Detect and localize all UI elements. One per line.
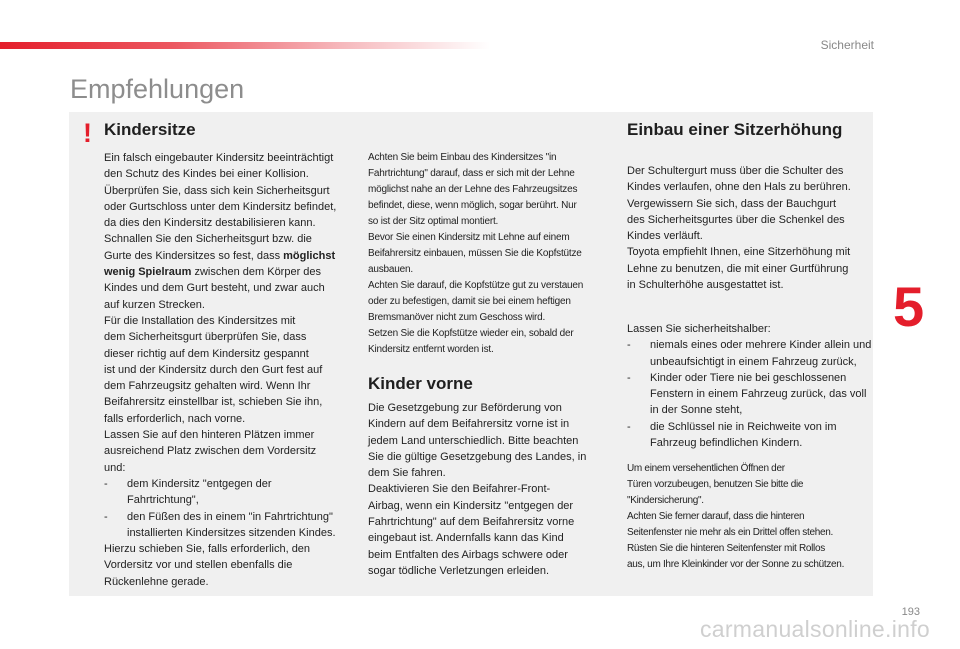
paragraph-line: und: bbox=[104, 461, 126, 474]
paragraph-line: Rückenlehne gerade. bbox=[104, 575, 209, 588]
paragraph-line: sogar tödliche Verletzungen erleiden. bbox=[368, 564, 550, 577]
paragraph-line: Bremsmanöver nicht zum Geschoss wird. bbox=[368, 312, 546, 323]
paragraph-line: Für die Installation des Kindersitzes mit bbox=[104, 314, 296, 327]
paragraph-line: auf kurzen Strecken. bbox=[104, 298, 205, 311]
heading-kinder-vorne: Kinder vorne bbox=[368, 374, 473, 393]
kindersitze-text bbox=[104, 150, 344, 590]
paragraph-line: Schnallen Sie den Sicherheitsgurt bzw. die bbox=[104, 233, 312, 246]
page-number: 193 bbox=[901, 606, 920, 618]
bold-text: wenig Spielraum bbox=[104, 266, 192, 279]
paragraph-line: Seitenfenster nie mehr als ein Drittel offen stehen. bbox=[627, 527, 834, 538]
paragraph-line: jedem Land unterschiedlich. Bitte beachten bbox=[368, 434, 579, 447]
line-text: zwischen dem Körper des bbox=[191, 266, 322, 279]
paragraph-line: Kindes verlaufen, ohne den Hals zu berühren. bbox=[627, 181, 851, 194]
paragraph-line bbox=[104, 264, 344, 280]
paragraph-line: befindet, diese, wenn möglich, sogar berührt. Nur bbox=[368, 200, 577, 211]
kindersitze-middle-text bbox=[368, 150, 608, 358]
bold-text: möglichst bbox=[283, 249, 336, 262]
paragraph-line: Lassen Sie auf den hinteren Plätzen immer bbox=[104, 429, 315, 442]
paragraph-line: Kindern auf dem Beifahrersitz vorne ist in bbox=[368, 418, 570, 431]
paragraph-line: Die Gesetzgebung zur Beförderung von bbox=[368, 402, 562, 414]
paragraph-line: so ist der Sitz optimal montiert. bbox=[368, 216, 499, 227]
paragraph-line: Vordersitz vor und stellen ebenfalls die bbox=[104, 559, 293, 572]
line-text: Gurte des Kindersitzes so fest, dass bbox=[104, 249, 281, 262]
paragraph-line: beim Entfalten des Airbags schwere oder bbox=[368, 548, 568, 561]
chapter-number: 5 bbox=[893, 275, 925, 338]
paragraph-line: ausbauen. bbox=[368, 264, 413, 275]
paragraph-line: Achten Sie ferner darauf, dass die hinteren bbox=[627, 511, 805, 522]
paragraph-line: Deaktivieren Sie den Beifahrer-Front- bbox=[368, 483, 551, 496]
paragraph-line: eingebaut ist. Andernfalls kann das Kind bbox=[368, 532, 564, 545]
paragraph-line: ausreichend Platz zwischen dem Vordersitz bbox=[104, 445, 317, 458]
paragraph-line bbox=[104, 248, 344, 264]
paragraph-line: Ein falsch eingebauter Kindersitz beeinträchtigt bbox=[104, 152, 334, 164]
paragraph-line: Lassen Sie sicherheitshalber: bbox=[627, 323, 771, 335]
paragraph-line: Der Schultergurt muss über die Schulter des bbox=[627, 165, 844, 177]
paragraph-line: Bevor Sie einen Kindersitz mit Lehne auf einem bbox=[368, 232, 570, 243]
paragraph-line: "Kindersicherung". bbox=[627, 495, 704, 506]
paragraph-line: Setzen Sie die Kopfstütze wieder ein, sobald der bbox=[368, 328, 574, 339]
paragraph-line: in Schulterhöhe ausgestattet ist. bbox=[627, 279, 784, 292]
page-title: Empfehlungen bbox=[70, 74, 245, 104]
einbau-list-text bbox=[627, 321, 872, 451]
einbau-notes-text bbox=[627, 461, 872, 573]
list-item: - dem Kindersitz "entgegen der Fahrtrichtung", bbox=[104, 477, 272, 507]
paragraph-line: Beifahrersitz einbauen, müssen Sie die Kopfstütze bbox=[368, 248, 582, 259]
list-item: - Kinder oder Tiere nie bei geschlossenen Fenstern in einem Fahrzeug zurück, das voll in der Sonne steht, bbox=[627, 371, 867, 417]
paragraph-line: möglichst nahe an der Lehne des Fahrzeugsitzes bbox=[368, 184, 578, 195]
paragraph-line: Fahrtrichtung" darauf, dass er sich mit der Lehne bbox=[368, 168, 575, 179]
heading-kindersitze: Kindersitze bbox=[104, 120, 196, 139]
paragraph-line: ist und der Kindersitz durch den Gurt fest auf bbox=[104, 363, 323, 376]
paragraph-line: oder zu befestigen, damit sie bei einem heftigen bbox=[368, 296, 571, 307]
paragraph-line: Beifahrersitz einstellbar ist, schieben Sie ihn, bbox=[104, 396, 323, 409]
paragraph-line: dem Fahrzeugsitz gehalten wird. Wenn Ihr bbox=[104, 380, 311, 393]
section-label: Sicherheit bbox=[820, 38, 874, 52]
paragraph-line: Fahrtrichtung" auf dem Beifahrersitz vorne bbox=[368, 516, 575, 529]
paragraph-line: den Schutz des Kindes bei einer Kollision. bbox=[104, 168, 309, 181]
paragraph-line: dieser richtig auf dem Kindersitz gespannt bbox=[104, 347, 309, 360]
kinder-vorne-text bbox=[368, 400, 608, 579]
list-item: - niemals eines oder mehrere Kinder allein und unbeaufsichtigt in einem Fahrzeug zurück, bbox=[627, 339, 872, 368]
paragraph-line: Achten Sie beim Einbau des Kindersitzes "in bbox=[368, 152, 557, 163]
list-item: - den Füßen des in einem "in Fahrtrichtung" installierten Kindersitzes sitzenden Kindes. bbox=[104, 510, 336, 539]
paragraph-line: aus, um Ihre Kleinkinder vor der Sonne zu schützen. bbox=[627, 559, 845, 570]
paragraph-line: dem Sie fahren. bbox=[368, 467, 446, 480]
paragraph-line: Achten Sie darauf, die Kopfstütze gut zu verstauen bbox=[368, 280, 584, 291]
paragraph-line: Vergewissern Sie sich, dass der Bauchgurt bbox=[627, 197, 837, 210]
paragraph-line: Rüsten Sie die hinteren Seitenfenster mit Rollos bbox=[627, 543, 825, 554]
heading-einbau-sitzerhoehung: Einbau einer Sitzerhöhung bbox=[627, 120, 843, 139]
paragraph-line: Türen vorzubeugen, benutzen Sie bitte die bbox=[627, 479, 804, 490]
list-item: - die Schlüssel nie in Reichweite von im Fahrzeug befindlichen Kindern. bbox=[627, 420, 837, 450]
paragraph-line: Kindes verläuft. bbox=[627, 230, 703, 243]
paragraph-line: Um einem versehentlichen Öffnen der bbox=[627, 463, 785, 474]
watermark: carmanualsonline.info bbox=[699, 616, 930, 642]
paragraph-line: falls erforderlich, nach vorne. bbox=[104, 412, 246, 425]
paragraph-line: Kindersitz entfernt worden ist. bbox=[368, 344, 494, 355]
paragraph-line: Lehne zu benutzen, die mit einer Gurtführung bbox=[627, 262, 849, 275]
paragraph-line: Überprüfen Sie, dass sich kein Sicherheitsgurt bbox=[104, 184, 330, 197]
paragraph-line: dem Sicherheitsgurt überprüfen Sie, dass bbox=[104, 331, 307, 344]
warning-icon: ! bbox=[83, 118, 92, 148]
paragraph-line: oder Gurtschloss unter dem Kindersitz befindet, bbox=[104, 200, 337, 213]
paragraph-line: Kindes und dem Gurt besteht, und zwar auch bbox=[104, 282, 325, 295]
paragraph-line: da dies den Kindersitz destabilisieren kann. bbox=[104, 217, 316, 230]
paragraph-line: des Sicherheitsgurtes über die Schenkel des bbox=[627, 213, 845, 226]
einbau-text bbox=[627, 163, 872, 293]
paragraph-line: Airbag, wenn ein Kindersitz "entgegen der bbox=[368, 499, 574, 512]
header-accent-bar bbox=[0, 42, 490, 49]
paragraph-line: Hierzu schieben Sie, falls erforderlich, den bbox=[104, 543, 311, 556]
paragraph-line: Sie die gültige Gesetzgebung des Landes, in bbox=[368, 450, 587, 463]
paragraph-line: Toyota empfiehlt Ihnen, eine Sitzerhöhung mit bbox=[627, 246, 851, 259]
